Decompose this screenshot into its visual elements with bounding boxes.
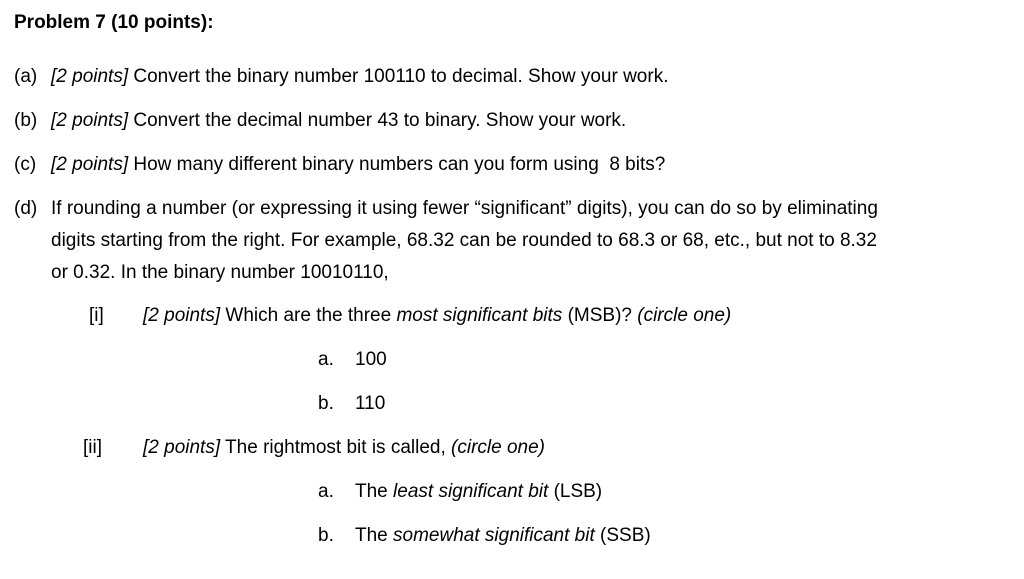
sub-ii-points: [2 points]	[143, 437, 221, 458]
part-b-label: (b)	[14, 110, 38, 131]
sub-ii-option-a-after: (LSB)	[553, 481, 603, 502]
sub-ii-option-a-body	[355, 481, 602, 503]
part-a-text: Convert the binary number 100110 to decimal. Show your work.	[133, 66, 669, 87]
part-c-text: How many different binary numbers can you form using 8 bits?	[133, 154, 666, 175]
sub-i-label: [i]	[89, 305, 104, 326]
part-a-label: (a)	[14, 66, 38, 87]
sub-i-question	[143, 305, 731, 327]
sub-i-option-b-letter: b.	[318, 393, 334, 414]
part-c-label: (c)	[14, 154, 37, 175]
sub-ii-option-b-body	[355, 525, 651, 547]
part-b	[14, 110, 37, 132]
sub-i-option-a-text: 100	[355, 349, 387, 370]
problem-title: Problem 7 (10 points):	[14, 12, 214, 33]
part-d-line-2: digits starting from the right. For example, 68.32 can be rounded to 68.3 or 68, etc., but not to 8.32	[51, 230, 877, 251]
sub-i-text-before: Which are the three	[225, 305, 392, 326]
sub-ii-option-b-before: The	[355, 525, 388, 546]
part-a-body	[51, 66, 668, 88]
part-d	[14, 198, 37, 220]
sub-ii-option-b-letter: b.	[318, 525, 334, 546]
part-b-text: Convert the decimal number 43 to binary. Show your work.	[133, 110, 627, 131]
sub-i-text-after: (MSB)?	[567, 305, 632, 326]
part-a-points: [2 points]	[51, 66, 129, 87]
sub-i-option-a-letter: a.	[318, 349, 334, 370]
part-d-line-1: If rounding a number (or expressing it using fewer “significant” digits), you can do so by eliminating	[51, 198, 878, 219]
part-d-line-3: or 0.32. In the binary number 10010110,	[51, 262, 389, 283]
sub-i-text-italic: most significant bits	[396, 305, 563, 326]
sub-ii-option-a-letter: a.	[318, 481, 334, 502]
part-b-body	[51, 110, 626, 132]
part-b-points: [2 points]	[51, 110, 129, 131]
sub-i-option-b-text: 110	[355, 393, 386, 414]
sub-ii-label: [ii]	[83, 437, 102, 458]
sub-ii-text: The rightmost bit is called,	[225, 437, 446, 458]
sub-ii-question	[143, 437, 545, 459]
sub-i-points: [2 points]	[143, 305, 221, 326]
sub-ii-option-a-before: The	[355, 481, 388, 502]
part-c	[14, 154, 36, 176]
sub-i-instruction: (circle one)	[637, 305, 732, 326]
part-d-label: (d)	[14, 198, 38, 219]
part-a	[14, 66, 37, 88]
part-c-points: [2 points]	[51, 154, 129, 175]
part-c-body	[51, 154, 665, 176]
sub-ii-instruction: (circle one)	[451, 437, 546, 458]
sub-ii-option-b-italic: somewhat significant bit	[393, 525, 595, 546]
sub-ii-option-b-after: (SSB)	[600, 525, 651, 546]
sub-ii-option-a-italic: least significant bit	[393, 481, 549, 502]
